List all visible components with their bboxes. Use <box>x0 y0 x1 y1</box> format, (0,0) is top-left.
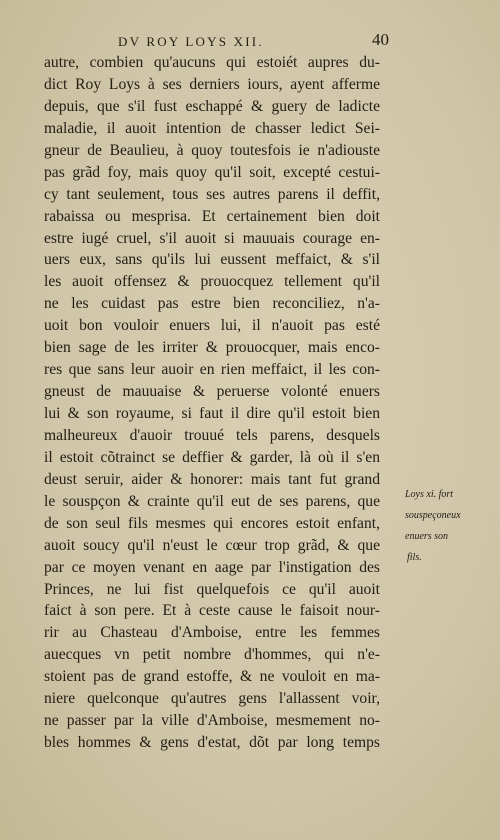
text-line: bles hommes & gens d'estat, dõt par long temps <box>44 734 380 752</box>
text-line: ne les cuidast pas estre bien reconciliez, n'a- <box>44 295 380 313</box>
text-line: autre, combien qu'aucuns qui estoiét aupres du- <box>44 54 380 71</box>
text-line: uers eux, sans qu'ils lui eussent meffaict, & s'il <box>44 251 380 269</box>
text-line: Princes, ne lui fist quelquefois ce qu'il auoit <box>44 580 380 598</box>
text-line: gneust de mauuaise & peruerse volonté enuers <box>44 383 380 401</box>
text-line: dict Roy Loys à ses derniers iours, ayent afferme <box>44 75 380 93</box>
body-text <box>44 52 380 754</box>
marginal-note-line: fils. <box>407 552 422 563</box>
text-line: rir au Chasteau d'Amboise, entre les femmes <box>44 624 380 642</box>
text-line: lui & son royaume, si faut il dire qu'il estoit bien <box>44 405 380 422</box>
text-line: depuis, que s'il fust eschappé & guery de ladicte <box>44 97 380 115</box>
text-line: de son seul fils mesmes qui encores estoit enfant, <box>44 514 380 532</box>
text-line: malheureux d'auoir trouué tels parens, desquels <box>44 426 380 444</box>
marginal-note-line: souspeçoneux <box>405 510 461 521</box>
text-line: le souspçon & crainte qu'il eut de ses parens, que <box>44 492 380 510</box>
marginal-note-line: Loys xi. fort <box>405 489 454 500</box>
marginal-note <box>405 488 495 564</box>
text-line: res que sans leur auoir en rien meffaict, il les con- <box>44 361 380 379</box>
text-line: niere quelconque qu'autres gens l'allassent voir, <box>44 690 380 708</box>
text-line: pas grãd foy, mais quoy qu'il soit, excepté cestui- <box>44 163 380 181</box>
text-line: par ce moyen venant en aage par l'instigation des <box>44 558 380 576</box>
text-line: les auoit offensez & prouocquez tellement qu'il <box>44 273 380 291</box>
text-line: auecques vn petit nombre d'hommes, qui n'e- <box>44 646 380 664</box>
text-line: cy tant seulement, tous ses autres parens il deffit, <box>44 185 380 203</box>
text-line: il estoit cõtrainct se deffier & garder, là où il s'en <box>44 448 380 466</box>
text-line: faict à son pere. Et à ceste cause le faisoit nour- <box>44 602 380 620</box>
text-line: maladie, il auoit intention de chasser ledict Sei- <box>44 119 380 137</box>
text-line: auoit soucy qu'il n'eust le cœur trop grãd, & que <box>44 536 380 554</box>
text-line: ne passer par la ville d'Amboise, mesmement no- <box>44 712 380 730</box>
text-line: bien sage de les irriter & prouocquer, mais enco- <box>44 339 380 357</box>
running-title: DV ROY LOYS XII. <box>118 34 264 49</box>
text-line: uoit bon vouloir enuers lui, il n'auoit pas esté <box>44 317 380 335</box>
text-line: deust seruir, aider & honorer: mais tant fut grand <box>44 470 380 488</box>
text-line: estre iugé cruel, s'il auoit si mauuais courage en- <box>44 229 380 247</box>
page-number: 40 <box>372 30 389 49</box>
text-line: stoient pas de grand estoffe, & ne vouloit en ma- <box>44 668 380 686</box>
marginal-note-line: enuers son <box>405 531 449 542</box>
text-line: rabaissa ou mesprisa. Et certainement bien doit <box>44 207 380 225</box>
text-line: gneur de Beaulieu, à quoy toutesfois ie n'adiouste <box>44 141 380 159</box>
